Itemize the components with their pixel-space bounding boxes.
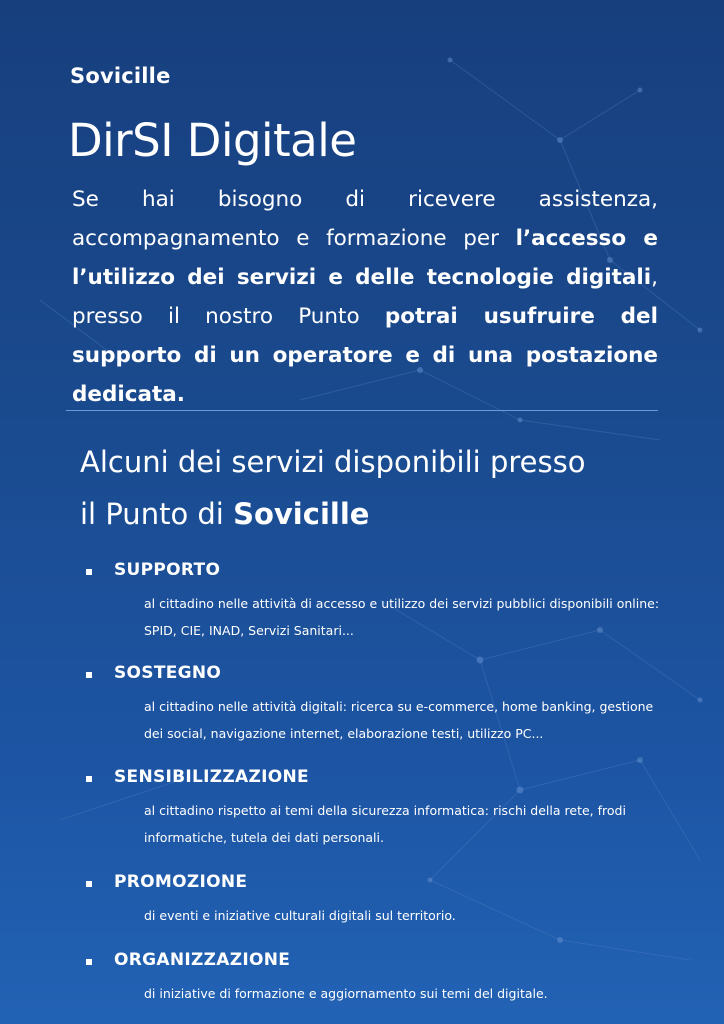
intro-text-2: , presso il nostro Punto [72, 265, 658, 329]
service-name: PROMOZIONE [114, 872, 248, 892]
service-name: SENSIBILIZZAZIONE [114, 767, 309, 787]
services-heading [80, 436, 680, 540]
service-description: di eventi e iniziative culturali digitali sul territorio. [144, 908, 456, 923]
services-heading-line-1: Alcuni dei servizi disponibili presso [80, 445, 586, 479]
service-description: al cittadino nelle attività digitali: ricerca su e-commerce, home banking, gestione dei social, navigazione internet, elaborazione testi, utilizzo PC... [144, 699, 654, 741]
intro-text-1: Se hai bisogno di ricevere assistenza, accompagnamento e formazione per [72, 187, 658, 251]
bullet-icon [86, 672, 92, 678]
bullet-icon [86, 881, 92, 887]
brand-title: DirSI Digitale [68, 114, 357, 167]
service-name: ORGANIZZAZIONE [114, 950, 291, 970]
service-name: SOSTEGNO [114, 663, 222, 683]
service-name: SUPPORTO [114, 560, 221, 580]
services-heading-line-2 [80, 488, 680, 540]
services-heading-town: Sovicille [233, 497, 370, 531]
service-description: al cittadino nelle attività di accesso e utilizzo dei servizi pubblici disponibili online: SPID, CIE, INAD, Servizi Sanitari... [144, 596, 660, 638]
section-divider [66, 410, 658, 411]
service-description: al cittadino rispetto ai temi della sicurezza informatica: rischi della rete, frodi informatiche, tutela dei dati personali. [144, 803, 626, 845]
intro-paragraph [72, 180, 658, 414]
service-description: di iniziative di formazione e aggiornamento sui temi del digitale. [144, 986, 548, 1001]
bullet-icon [86, 959, 92, 965]
intro-bold-2: potrai usufruire del supporto di un operatore e di una postazione dedicata. [72, 304, 658, 407]
town-name: Sovicille [70, 64, 171, 88]
bullet-icon [86, 776, 92, 782]
services-heading-text: il Punto di [80, 497, 234, 531]
bullet-icon [86, 569, 92, 575]
intro-bold-1: l’accesso e l’utilizzo dei servizi e delle tecnologie digitali [72, 226, 658, 290]
